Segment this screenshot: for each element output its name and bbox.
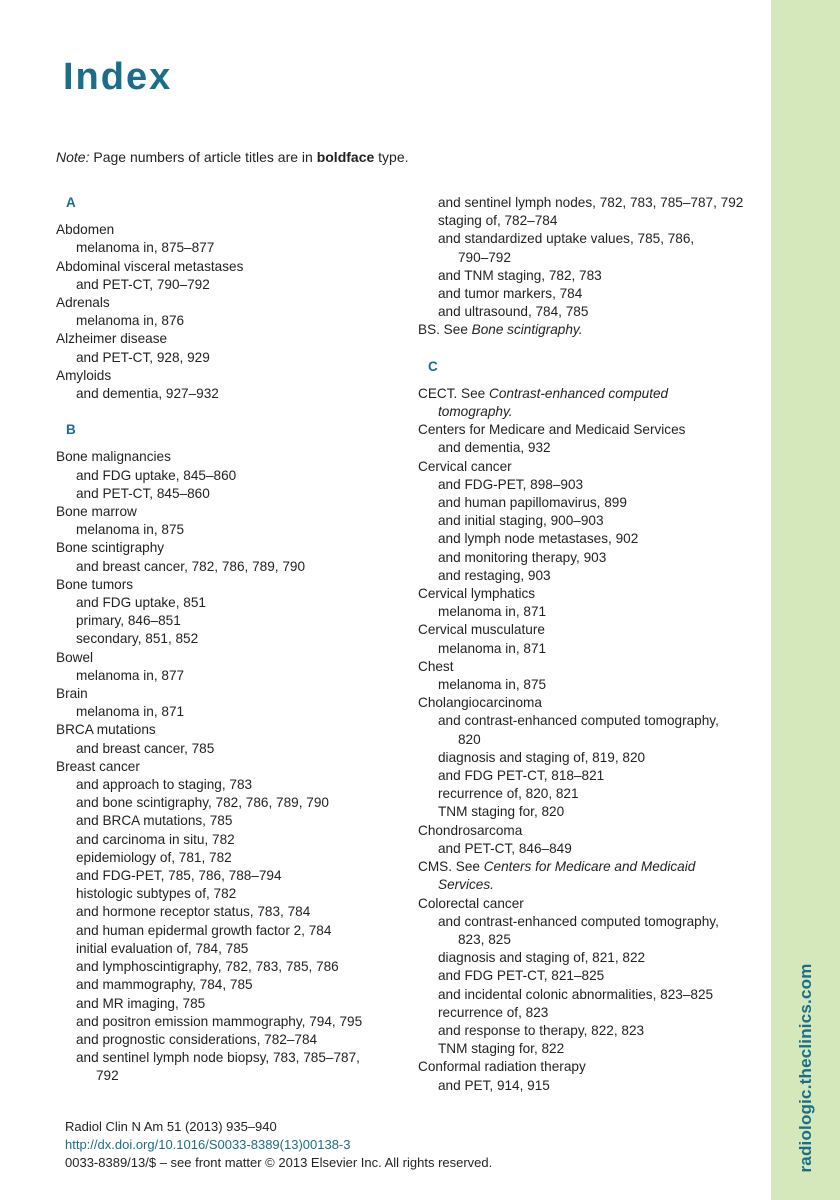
- copyright-line: 0033-8389/13/$ – see front matter © 2013 Elsevier Inc. All rights reserved.: [65, 1155, 493, 1171]
- index-entry: Breast cancer: [56, 758, 140, 774]
- index-entry: Chest: [418, 658, 454, 674]
- see-reference-entry: [418, 385, 768, 403]
- subentry-text: and contrast-enhanced computed tomography,: [438, 913, 719, 929]
- index-subentry: and restaging, 903: [438, 567, 551, 583]
- note-text-before: Page numbers of article titles are in: [89, 149, 317, 165]
- index-entry: Brain: [56, 686, 88, 702]
- section-letter: A: [66, 195, 76, 210]
- see-reference-entry: [418, 321, 768, 339]
- see-reference-entry: [418, 858, 768, 876]
- index-subentry: and monitoring therapy, 903: [438, 549, 607, 565]
- subentry-continuation: 790–792: [458, 249, 511, 265]
- see-target-continuation: tomography.: [438, 404, 513, 420]
- index-subentry: and carcinoma in situ, 782: [76, 831, 235, 847]
- see-entry-text: CECT. See: [418, 385, 490, 401]
- index-subentry: and lymph node metastases, 902: [438, 531, 639, 547]
- index-subentry: and FDG PET-CT, 818–821: [438, 768, 605, 784]
- index-subentry: melanoma in, 876: [76, 313, 185, 329]
- index-subentry: melanoma in, 875: [438, 677, 547, 693]
- index-subentry: and PET, 914, 915: [438, 1077, 550, 1093]
- index-subentry: [418, 230, 768, 266]
- index-subentry: and FDG-PET, 785, 786, 788–794: [76, 868, 282, 884]
- index-entry: Bone scintigraphy: [56, 540, 165, 556]
- index-subentry: and FDG PET-CT, 821–825: [438, 968, 605, 984]
- index-subentry: and positron emission mammography, 794, 795: [76, 1013, 363, 1029]
- subentry-text: and sentinel lymph node biopsy, 783, 785–787,: [76, 1050, 360, 1066]
- index-column-right: [418, 194, 768, 1095]
- index-subentry: and hormone receptor status, 783, 784: [76, 904, 311, 920]
- section-letter: C: [428, 358, 438, 374]
- index-entry: Centers for Medicare and Medicaid Services: [418, 422, 686, 438]
- index-entry: Abdomen: [56, 222, 115, 238]
- index-subentry: and response to therapy, 822, 823: [438, 1022, 645, 1038]
- index-subentry: and FDG-PET, 898–903: [438, 476, 584, 492]
- journal-site-url[interactable]: radiologic.theclinics.com: [796, 963, 815, 1173]
- see-target-continuation: Services.: [438, 877, 494, 893]
- index-entry: Abdominal visceral metastases: [56, 258, 244, 274]
- index-subentry: melanoma in, 877: [76, 667, 185, 683]
- page-title: Index: [63, 56, 173, 98]
- index-entry: Amyloids: [56, 367, 112, 383]
- index-subentry: and tumor markers, 784: [438, 286, 583, 302]
- index-entry: Colorectal cancer: [418, 895, 524, 911]
- index-subentry: and FDG uptake, 845–860: [76, 467, 237, 483]
- index-subentry: and mammography, 784, 785: [76, 977, 253, 993]
- index-subentry: [418, 913, 768, 949]
- index-entry: Chondrosarcoma: [418, 822, 523, 838]
- index-subentry: [56, 1049, 386, 1085]
- index-subentry: and PET-CT, 790–792: [76, 276, 210, 292]
- subentry-text: and contrast-enhanced computed tomography,: [438, 713, 719, 729]
- index-entry: Cervical musculature: [418, 622, 545, 638]
- see-entry-text: BS. See: [418, 322, 472, 338]
- index-subentry: TNM staging for, 822: [438, 1041, 565, 1057]
- index-subentry: histologic subtypes of, 782: [76, 886, 237, 902]
- index-entry: Alzheimer disease: [56, 331, 168, 347]
- index-entry: Conformal radiation therapy: [418, 1059, 586, 1075]
- see-entry-text: CMS. See: [418, 859, 484, 875]
- index-subentry: and PET-CT, 845–860: [76, 485, 210, 501]
- index-subentry: TNM staging for, 820: [438, 804, 565, 820]
- subentry-text: and standardized uptake values, 785, 786,: [438, 231, 695, 247]
- index-column-left: [56, 194, 386, 1086]
- index-entry: Cholangiocarcinoma: [418, 695, 542, 711]
- see-target: Contrast-enhanced computed: [489, 385, 669, 401]
- see-target: Centers for Medicare and Medicaid: [483, 859, 696, 875]
- article-footer: [65, 1118, 492, 1173]
- index-subentry: primary, 846–851: [76, 613, 181, 629]
- index-entry: Cervical lymphatics: [418, 586, 536, 602]
- note-bold-word: boldface: [316, 149, 375, 165]
- index-subentry: and PET-CT, 846–849: [438, 840, 572, 856]
- index-subentry: initial evaluation of, 784, 785: [76, 940, 249, 956]
- index-subentry: recurrence of, 823: [438, 1004, 549, 1020]
- index-subentry: and bone scintigraphy, 782, 786, 789, 790: [76, 795, 329, 811]
- index-subentry: diagnosis and staging of, 821, 822: [438, 950, 646, 966]
- index-entry: BRCA mutations: [56, 722, 156, 738]
- index-subentry: [418, 712, 768, 748]
- index-subentry: diagnosis and staging of, 819, 820: [438, 749, 646, 765]
- index-subentry: and TNM staging, 782, 783: [438, 267, 602, 283]
- index-subentry: and prognostic considerations, 782–784: [76, 1031, 318, 1047]
- index-subentry: and PET-CT, 928, 929: [76, 349, 210, 365]
- index-subentry: and human papillomavirus, 899: [438, 495, 627, 511]
- doi-link[interactable]: http://dx.doi.org/10.1016/S0033-8389(13)00138-3: [65, 1137, 351, 1153]
- index-subentry: melanoma in, 871: [76, 704, 185, 720]
- index-subentry: and human epidermal growth factor 2, 784: [76, 922, 332, 938]
- index-subentry: and lymphoscintigraphy, 782, 783, 785, 786: [76, 959, 339, 975]
- index-subentry: melanoma in, 875: [76, 522, 185, 538]
- index-subentry: staging of, 782–784: [438, 213, 558, 229]
- index-subentry: and MR imaging, 785: [76, 995, 206, 1011]
- index-subentry: and BRCA mutations, 785: [76, 813, 233, 829]
- journal-citation: Radiol Clin N Am 51 (2013) 935–940: [65, 1119, 277, 1134]
- index-subentry: melanoma in, 871: [438, 640, 547, 656]
- index-subentry: and breast cancer, 782, 786, 789, 790: [76, 558, 306, 574]
- note-text-after: type.: [374, 149, 409, 165]
- index-subentry: and sentinel lymph nodes, 782, 783, 785–787, 792: [438, 195, 744, 210]
- index-subentry: and initial staging, 900–903: [438, 513, 604, 529]
- index-subentry: secondary, 851, 852: [76, 631, 199, 647]
- subentry-continuation: 823, 825: [458, 931, 511, 947]
- index-subentry: and approach to staging, 783: [76, 777, 253, 793]
- subentry-continuation: 820: [458, 731, 481, 747]
- index-subentry: melanoma in, 871: [438, 604, 547, 620]
- index-subentry: and dementia, 927–932: [76, 386, 219, 402]
- index-subentry: recurrence of, 820, 821: [438, 786, 579, 802]
- index-entry: Cervical cancer: [418, 458, 512, 474]
- index-subentry: melanoma in, 875–877: [76, 240, 215, 256]
- subentry-continuation: 792: [96, 1068, 119, 1084]
- note-label: Note:: [56, 149, 90, 165]
- index-subentry: and breast cancer, 785: [76, 740, 215, 756]
- index-entry: Bone tumors: [56, 576, 134, 592]
- index-subentry: and incidental colonic abnormalities, 823–825: [438, 986, 714, 1002]
- index-subentry: and dementia, 932: [438, 440, 551, 456]
- index-subentry: and FDG uptake, 851: [76, 595, 206, 611]
- index-entry: Adrenals: [56, 295, 110, 310]
- index-entry: Bone marrow: [56, 504, 137, 520]
- index-entry: Bowel: [56, 649, 94, 665]
- boldface-note: [56, 149, 409, 165]
- see-target: Bone scintigraphy.: [471, 322, 583, 338]
- index-entry: Bone malignancies: [56, 449, 171, 465]
- section-letter: B: [66, 422, 76, 438]
- index-subentry: and ultrasound, 784, 785: [438, 304, 589, 320]
- index-subentry: epidemiology of, 781, 782: [76, 849, 232, 865]
